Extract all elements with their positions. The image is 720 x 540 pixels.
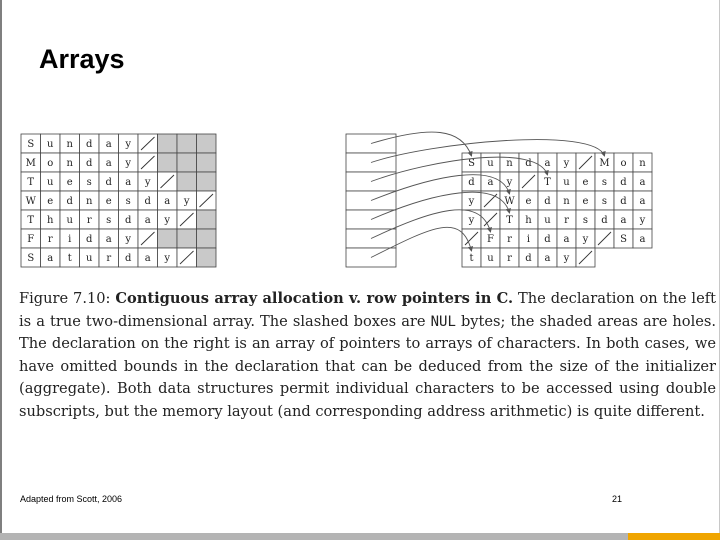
array-char: y — [164, 215, 171, 226]
array-char: d — [525, 158, 532, 169]
array-char: a — [125, 177, 132, 188]
array-char: e — [582, 177, 589, 188]
caption-part-2: bytes; the shaded areas are holes. The declaration on the right is an array of pointers to arrays of characters. In both cases, we have omitted bounds in the declaration that can be deduced from the size of the initializer (aggregate). Both data structures permit individual characters to be accessed using double subscripts, but the memory layout (and corresponding address arithmetic) is quite different. — [19, 312, 717, 420]
hole-cell — [197, 248, 217, 267]
array-char: a — [544, 158, 551, 169]
hole-cell — [177, 229, 197, 248]
array-char: y — [125, 158, 132, 169]
array-char: n — [639, 158, 646, 169]
array-char: F — [487, 234, 494, 245]
figure-heading: Contiguous array allocation v. row pointers in C. — [115, 290, 514, 307]
array-char: d — [86, 158, 93, 169]
array-char: d — [620, 177, 627, 188]
array-char: r — [106, 253, 112, 264]
array-char: y — [144, 177, 151, 188]
array-char: a — [620, 215, 627, 226]
array-char: s — [601, 177, 608, 188]
two-dimensional-array-grid — [21, 134, 216, 267]
array-char: d — [144, 196, 151, 207]
array-char: S — [468, 158, 475, 169]
array-char: s — [125, 196, 131, 207]
hole-cell — [177, 153, 197, 172]
array-char: e — [105, 196, 112, 207]
array-char: n — [66, 158, 73, 169]
array-char: a — [164, 196, 171, 207]
array-char: y — [639, 215, 646, 226]
hole-cell — [158, 153, 178, 172]
array-char: s — [106, 215, 112, 226]
array-char: u — [487, 253, 494, 264]
array-char: M — [25, 158, 36, 169]
nul-keyword: NUL — [430, 313, 456, 330]
array-char: a — [639, 177, 646, 188]
array-char: d — [544, 234, 551, 245]
caption-part-1: The declaration on the left is a true two-dimensional array. The slashed boxes are — [19, 290, 716, 330]
hole-cell — [177, 134, 197, 153]
array-char: h — [47, 215, 54, 226]
hole-cell — [197, 172, 217, 191]
array-char: e — [66, 177, 73, 188]
array-char: u — [47, 177, 54, 188]
array-char: u — [66, 215, 73, 226]
array-char: a — [639, 234, 646, 245]
array-char: a — [563, 234, 570, 245]
array-char: d — [620, 196, 627, 207]
array-char: y — [582, 234, 589, 245]
array-char: y — [506, 177, 513, 188]
array-char: r — [507, 253, 512, 264]
array-char: a — [639, 196, 646, 207]
array-char: n — [506, 158, 513, 169]
array-char: S — [27, 253, 35, 264]
bottom-accent-bar — [628, 533, 720, 540]
array-char: d — [105, 177, 112, 188]
array-char: s — [582, 215, 589, 226]
array-char: d — [86, 139, 93, 150]
array-char: d — [86, 234, 93, 245]
slide-title: Arrays — [39, 44, 125, 74]
array-char: e — [525, 196, 532, 207]
array-char: y — [183, 196, 190, 207]
array-char: t — [67, 253, 72, 264]
array-char: T — [27, 177, 35, 188]
array-char: i — [526, 234, 531, 245]
array-char: y — [563, 158, 570, 169]
array-char: u — [86, 253, 93, 264]
array-char: T — [506, 215, 513, 226]
array-char: a — [105, 158, 112, 169]
array-char: d — [66, 196, 73, 207]
array-char: a — [144, 215, 151, 226]
array-char: T — [27, 215, 35, 226]
array-char: u — [487, 158, 494, 169]
character-arrays-grid — [462, 153, 652, 267]
hole-cell — [197, 210, 217, 229]
array-char: r — [47, 234, 53, 245]
hole-cell — [158, 229, 178, 248]
bottom-bar — [0, 533, 720, 540]
hole-cell — [158, 134, 178, 153]
hole-cell — [197, 229, 217, 248]
array-char: d — [601, 215, 608, 226]
array-char: a — [47, 253, 54, 264]
array-char: e — [582, 196, 589, 207]
array-char: S — [620, 234, 627, 245]
array-char: i — [68, 234, 72, 245]
array-char: F — [27, 234, 35, 245]
array-char: T — [544, 177, 551, 188]
array-char: s — [601, 196, 608, 207]
array-char: s — [86, 177, 92, 188]
array-char: n — [86, 196, 93, 207]
array-char: S — [27, 139, 35, 150]
figure-caption — [19, 288, 716, 423]
array-char: a — [544, 253, 551, 264]
array-char: n — [66, 139, 73, 150]
array-char: y — [468, 215, 475, 226]
array-char: y — [164, 253, 171, 264]
array-char: y — [125, 234, 132, 245]
array-char: u — [544, 215, 551, 226]
array-char: e — [47, 196, 54, 207]
figure-label: Figure 7.10: — [19, 290, 111, 307]
array-char: r — [507, 234, 512, 245]
array-char: d — [125, 253, 132, 264]
array-char: o — [620, 158, 627, 169]
array-char: W — [504, 196, 515, 207]
array-char: d — [125, 215, 132, 226]
array-char: h — [525, 215, 532, 226]
array-char: u — [563, 177, 570, 188]
array-char: a — [105, 234, 112, 245]
array-char: t — [469, 253, 474, 264]
array-char: y — [125, 139, 132, 150]
page-number: 21 — [612, 494, 623, 504]
array-char: M — [599, 158, 610, 169]
hole-cell — [197, 134, 217, 153]
array-char: r — [86, 215, 92, 226]
array-char: u — [47, 139, 54, 150]
array-char: d — [544, 196, 551, 207]
array-char: W — [25, 196, 36, 207]
array-char: a — [144, 253, 151, 264]
hole-cell — [177, 172, 197, 191]
array-char: d — [468, 177, 475, 188]
array-char: d — [525, 253, 532, 264]
array-char: a — [105, 139, 112, 150]
array-char: r — [564, 215, 569, 226]
array-char: y — [468, 196, 475, 207]
array-char: y — [563, 253, 570, 264]
array-char: n — [563, 196, 570, 207]
footer-credit: Adapted from Scott, 2006 — [20, 494, 123, 504]
array-char: o — [47, 158, 54, 169]
array-char: a — [487, 177, 494, 188]
hole-cell — [197, 153, 217, 172]
